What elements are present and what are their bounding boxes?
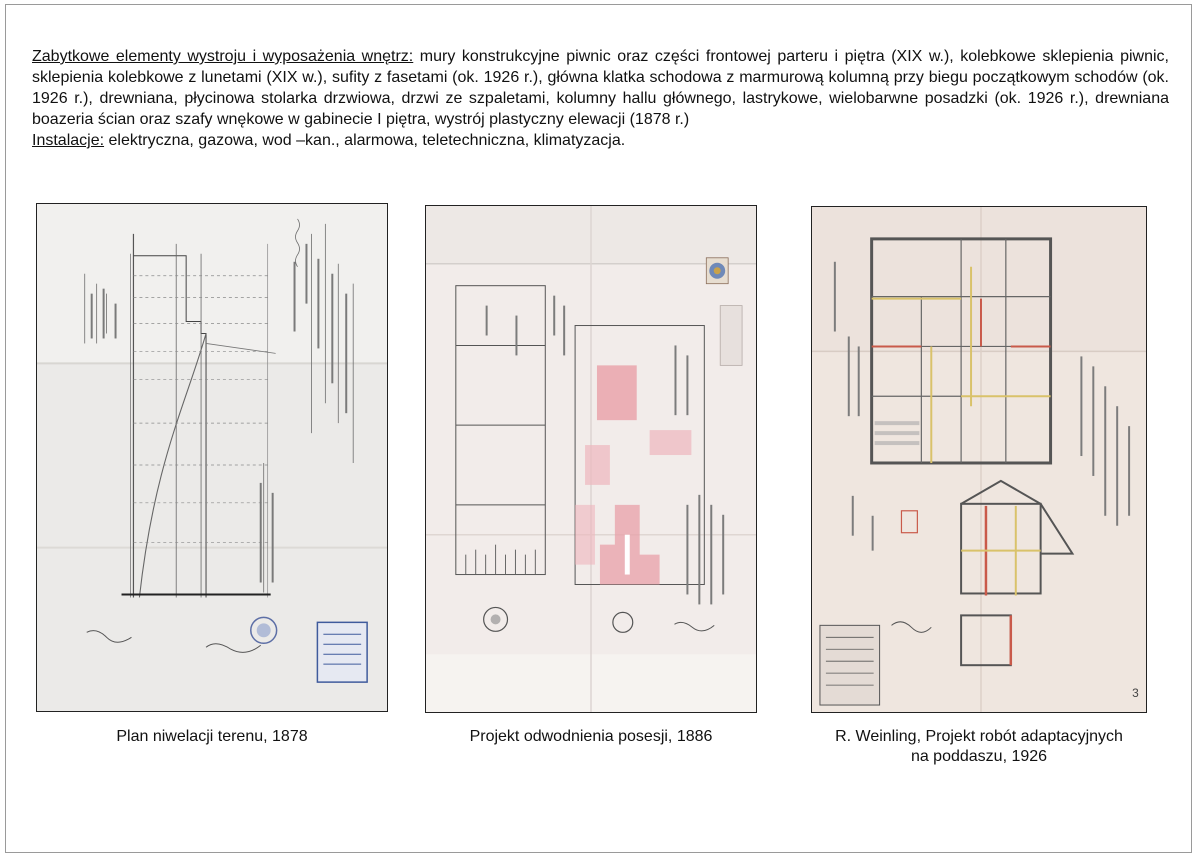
- description-body: mury konstrukcyjne piwnic oraz części frontowej parteru i piętra (XIX w.), kolebkowe sklepienia piwnic, sklepienia kolebkowe z lunetami (XIX w.), sufity z fasetami (ok. 1926 r.), główna klatka schodowa z marmurową kolumną przy biegu początkowym schodów (ok. 1926 r.), drewniana, płycinowa stolarka drzwiowa, drzwi ze szpaletami, kolumny hallu głównego, lastrykowe, wielobarwne posadzki (ok. 1926 r.), drewniana boazeria ścian oraz szafy wnękowe w gabinecie I piętra, wystrój plastyczny elewacji (1878 r.): [32, 48, 1170, 128]
- caption-attic-line2: na poddaszu, 1926: [910, 748, 1048, 765]
- heritage-description: [32, 46, 1169, 151]
- installations-label: Instalacje:: [32, 132, 105, 149]
- attic-adaptation-project-image: [811, 206, 1147, 713]
- page-number-mark: 3: [1132, 686, 1139, 701]
- figure-caption-attic: [790, 727, 1168, 767]
- caption-attic-line1: R. Weinling, Projekt robót adaptacyjnych: [835, 728, 1123, 745]
- caption-drainage-text: Projekt odwodnienia posesji, 1886: [469, 728, 713, 745]
- figure-caption-terrain: [36, 727, 388, 747]
- installations-line: [32, 130, 1169, 151]
- figure-caption-drainage: [425, 727, 757, 747]
- description-heading: Zabytkowe elementy wystroju i wyposażenia wnętrz:: [32, 48, 414, 65]
- installations-text: elektryczna, gazowa, wod –kan., alarmowa, teletechniczna, klimatyzacja.: [104, 132, 626, 149]
- terrain-levelling-plan-image: [36, 203, 388, 712]
- caption-terrain-text: Plan niwelacji terenu, 1878: [116, 728, 308, 745]
- drainage-project-image: [425, 205, 757, 713]
